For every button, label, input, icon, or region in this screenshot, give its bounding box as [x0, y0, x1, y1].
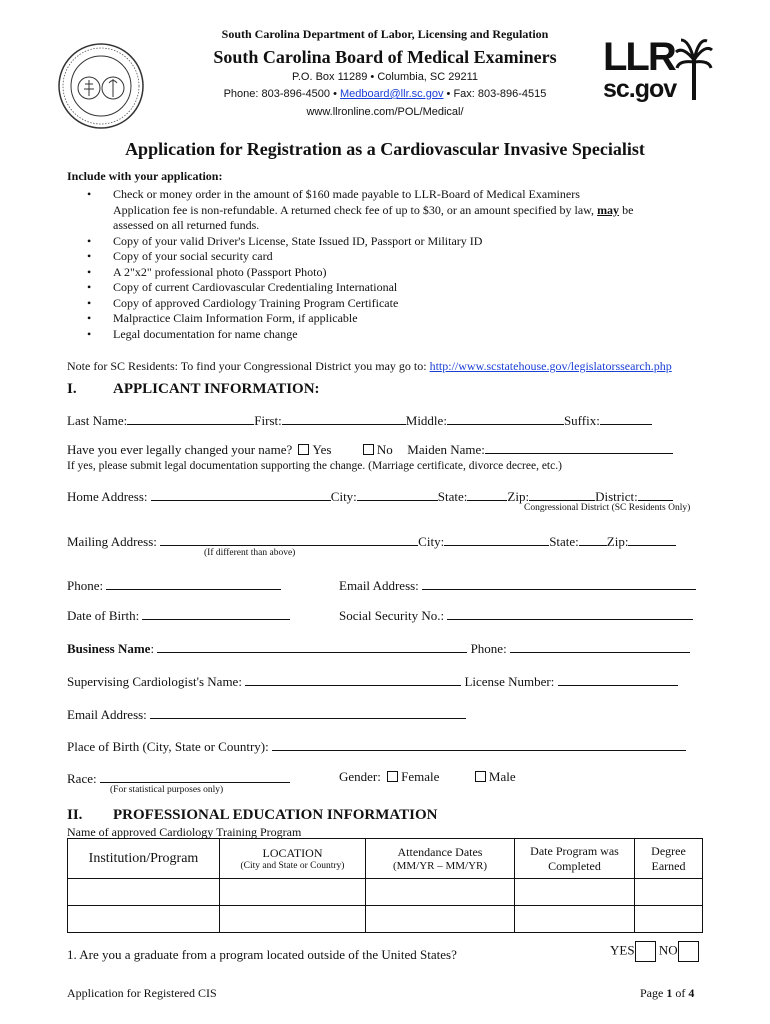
birthplace-label: Place of Birth (City, State or Country):: [67, 739, 269, 754]
board-email-link[interactable]: Medboard@llr.sc.gov: [339, 88, 444, 100]
name-change-question: Have you ever legally changed your name?: [67, 442, 293, 457]
palmetto-tree-icon: [675, 38, 713, 102]
col-dates-sub: (MM/YR – MM/YR): [392, 860, 488, 872]
table-row: [68, 879, 703, 906]
page-current: 1: [666, 986, 673, 1000]
table-cell[interactable]: [68, 879, 220, 906]
phone-field[interactable]: [106, 576, 281, 590]
page-label: Page: [640, 986, 667, 1000]
last-name-label: Last Name:: [67, 413, 128, 428]
section-2-subtitle: Name of approved Cardiology Training Program: [67, 825, 302, 839]
board-contact: [150, 88, 620, 100]
dob-field[interactable]: [142, 606, 290, 620]
question-1-answers: [610, 941, 699, 962]
requirement-fee-note: Application fee is non-refundable. A returned check fee of up to $30, or an amount specified by law,: [113, 202, 598, 217]
home-state-field[interactable]: [467, 487, 507, 501]
business-phone-label: Phone:: [470, 641, 507, 656]
list-item: • Copy of your social security card: [67, 249, 717, 265]
name-change-no-label: No: [376, 442, 393, 457]
col-degree: [635, 839, 703, 879]
page-number: [640, 986, 694, 1001]
mailing-address-row: [67, 532, 707, 550]
board-address: P.O. Box 11289 • Columbia, SC 29211: [291, 71, 479, 83]
phone-row: [67, 576, 281, 594]
ssn-row: [339, 606, 693, 624]
email-row: [339, 576, 696, 594]
female-label: Female: [401, 769, 440, 784]
col-location-sub: (City and State or Country): [240, 861, 345, 871]
requirements-list: [67, 187, 717, 342]
col-location-title: LOCATION: [262, 846, 323, 860]
home-city-label: City:: [330, 489, 357, 504]
home-city-field[interactable]: [357, 487, 438, 501]
birthplace-field[interactable]: [272, 737, 686, 751]
page-title: Application for Registration as a Cardiovascular Invasive Specialist: [125, 139, 645, 159]
male-checkbox[interactable]: [475, 771, 486, 782]
dept-name: South Carolina Department of Labor, Licensing and Regulation: [221, 27, 549, 41]
statehouse-link[interactable]: http://www.scstatehouse.gov/legislatorssearch.php: [429, 359, 672, 373]
race-note: (For statistical purposes only): [110, 785, 224, 795]
mailing-city-label: City:: [418, 534, 445, 549]
phone-label: Phone:: [67, 578, 104, 593]
license-label: License Number:: [464, 674, 555, 689]
mailing-address-label: Mailing Address:: [67, 534, 157, 549]
board-name: South Carolina Board of Medical Examiners: [213, 47, 557, 67]
dob-label: Date of Birth:: [67, 608, 140, 623]
ssn-label: Social Security No.:: [339, 608, 445, 623]
col-location: [220, 839, 366, 879]
col-completed-title: Date Program was: [530, 843, 619, 858]
footer-title: Application for Registered CIS: [67, 986, 217, 1000]
list-item: • Copy of your valid Driver's License, State Issued ID, Passport or Military ID: [67, 234, 717, 250]
license-field[interactable]: [558, 672, 678, 686]
home-address-field[interactable]: [151, 487, 331, 501]
table-row: [68, 839, 703, 879]
name-row: [67, 411, 707, 429]
birthplace-row: [67, 737, 686, 755]
race-label: Race:: [67, 771, 97, 786]
mailing-zip-label: Zip:: [606, 534, 629, 549]
business-name-field[interactable]: [157, 639, 467, 653]
email2-row: [67, 705, 466, 723]
board-website: www.llronline.com/POL/Medical/: [306, 106, 464, 118]
cardiologist-row: [67, 672, 707, 690]
col-institution: Institution/Program: [68, 839, 220, 879]
col-degree-title: Degree: [651, 843, 686, 858]
table-cell[interactable]: [220, 906, 366, 933]
name-change-row: [67, 440, 707, 458]
email-field[interactable]: [422, 576, 696, 590]
email2-label: Email Address:: [67, 707, 147, 722]
education-table: [67, 838, 703, 933]
include-heading: Include with your application:: [67, 169, 223, 183]
home-zip-label: Zip:: [507, 489, 530, 504]
district-field-note: Congressional District (SC Residents Only): [524, 503, 691, 513]
col-degree-sub: Earned: [651, 858, 686, 873]
home-zip-field[interactable]: [529, 487, 595, 501]
col-completed-sub: Completed: [548, 858, 601, 873]
cardiologist-label: Supervising Cardiologist's Name:: [67, 674, 242, 689]
middle-name-label: Middle:: [405, 413, 447, 428]
district-note-text: Note for SC Residents: To find your Congressional District you may go to:: [67, 359, 430, 373]
state-seal: [57, 42, 145, 130]
gender-row: [339, 769, 516, 785]
home-state-label: State:: [437, 489, 468, 504]
race-field[interactable]: [100, 769, 290, 783]
question-1: 1. Are you a graduate from a program located outside of the United States?: [67, 947, 457, 962]
name-change-yes-label: Yes: [312, 442, 332, 457]
section-2-title: PROFESSIONAL EDUCATION INFORMATION: [113, 807, 438, 823]
col-completed: [515, 839, 635, 879]
district-label: District:: [595, 489, 638, 504]
requirement-may: may: [597, 202, 620, 217]
cardiologist-field[interactable]: [245, 672, 461, 686]
first-name-field[interactable]: [282, 411, 406, 425]
table-cell[interactable]: [220, 879, 366, 906]
dob-row: [67, 606, 290, 624]
business-phone-field[interactable]: [510, 639, 690, 653]
q1-yes-checkbox[interactable]: [635, 941, 656, 962]
district-note: [67, 359, 672, 374]
board-fax: • Fax: 803-896-4515: [443, 88, 547, 100]
home-address-label: Home Address:: [67, 489, 148, 504]
q1-no-checkbox[interactable]: [678, 941, 699, 962]
q1-yes-label: YES: [610, 942, 635, 958]
mailing-address-note: (If different than above): [204, 548, 296, 558]
table-cell[interactable]: [635, 879, 703, 906]
mailing-state-label: State:: [549, 534, 579, 549]
list-item: • Malpractice Claim Information Form, if applicable: [67, 311, 717, 327]
business-name-label: Business Name: [67, 641, 151, 656]
table-cell[interactable]: [68, 906, 220, 933]
table-cell[interactable]: [366, 879, 515, 906]
mailing-zip-field[interactable]: [628, 532, 676, 546]
mailing-city-field[interactable]: [444, 532, 549, 546]
llr-logo-top: LLR: [603, 35, 675, 79]
female-checkbox[interactable]: [387, 771, 398, 782]
list-item: • Copy of approved Cardiology Training Program Certificate: [67, 296, 717, 312]
table-cell[interactable]: [515, 906, 635, 933]
mailing-state-field[interactable]: [579, 532, 607, 546]
section-1-title: APPLICANT INFORMATION:: [113, 381, 320, 397]
district-field[interactable]: [638, 487, 673, 501]
col-dates-title: Attendance Dates: [397, 845, 483, 859]
last-name-field[interactable]: [127, 411, 254, 425]
name-change-yes-checkbox[interactable]: [298, 444, 309, 455]
first-name-label: First:: [254, 413, 282, 428]
list-item: • A 2"x2" professional photo (Passport Photo): [67, 265, 717, 281]
requirement-fee-note-end: be: [619, 202, 634, 217]
board-phone: Phone: 803-896-4500 •: [223, 88, 340, 100]
section-1-number: I.: [67, 381, 77, 397]
llr-logo-bottom: sc.gov: [603, 75, 677, 103]
requirement-fee: Check or money order in the amount of $160 made payable to LLR-Board of Medical Examiners: [113, 187, 580, 201]
gender-label: Gender:: [339, 769, 381, 784]
list-item: • Copy of current Cardiovascular Credentialing International: [67, 280, 717, 296]
maiden-name-label: Maiden Name:: [407, 442, 485, 457]
maiden-name-field[interactable]: [485, 440, 673, 454]
section-2-number: II.: [67, 807, 83, 823]
table-cell[interactable]: [515, 879, 635, 906]
name-change-note: If yes, please submit legal documentation supporting the change. (Marriage certificate, divorce decree, etc.): [67, 460, 562, 472]
ssn-field[interactable]: [447, 606, 693, 620]
name-change-no-checkbox[interactable]: [363, 444, 374, 455]
col-dates: [366, 839, 515, 879]
business-row: Business Name: Phone:: [67, 639, 707, 657]
email-label: Email Address:: [339, 578, 419, 593]
male-label: Male: [488, 769, 516, 784]
llr-logo: [603, 35, 713, 110]
list-item: • Legal documentation for name change: [67, 327, 717, 343]
requirement-fee-note-2: assessed on all returned funds.: [113, 218, 260, 232]
suffix-label: Suffix:: [563, 413, 600, 428]
suffix-field[interactable]: [600, 411, 652, 425]
page-total: 4: [688, 986, 695, 1000]
table-cell[interactable]: [635, 906, 703, 933]
table-cell[interactable]: [366, 906, 515, 933]
page-of: of: [672, 986, 689, 1000]
table-row: [68, 906, 703, 933]
email2-field[interactable]: [150, 705, 466, 719]
mailing-address-field[interactable]: [160, 532, 418, 546]
q1-no-label: NO: [658, 942, 678, 958]
middle-name-field[interactable]: [447, 411, 564, 425]
list-item: [67, 187, 717, 234]
